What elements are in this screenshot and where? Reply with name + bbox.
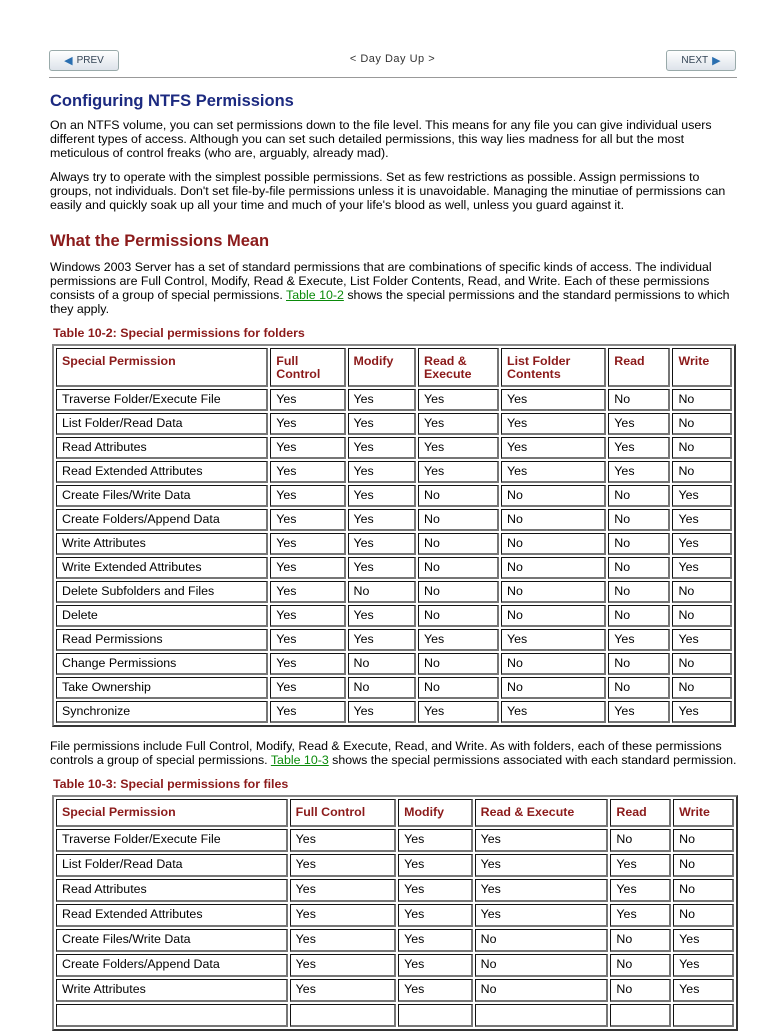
permission-name: Delete [56, 605, 268, 627]
permission-value: Yes [418, 461, 499, 483]
permission-value: Yes [270, 389, 345, 411]
permission-value: Yes [608, 701, 670, 723]
permission-value: Yes [348, 629, 417, 651]
table-row [56, 629, 732, 651]
permission-value: Yes [398, 929, 472, 952]
column-header: Read [608, 348, 670, 387]
permission-name: Delete Subfolders and Files [56, 581, 268, 603]
permission-value: Yes [348, 701, 417, 723]
permission-value: Yes [475, 854, 609, 877]
permission-value: No [673, 829, 734, 852]
table-row [56, 581, 732, 603]
permission-name: Create Folders/Append Data [56, 954, 288, 977]
table-row [56, 605, 732, 627]
permission-value: Yes [270, 677, 345, 699]
permission-name: Create Folders/Append Data [56, 509, 268, 531]
text: File permissions include Full Control, Modify, Read & Execute, Read, and Write. As with folders, each of these permissions controls a group of special permissions. [50, 739, 722, 767]
permission-value: Yes [475, 829, 609, 852]
permission-value: No [418, 533, 499, 555]
permission-value: No [501, 581, 606, 603]
permission-value: No [672, 389, 732, 411]
next-button[interactable] [666, 50, 736, 71]
permission-value: Yes [270, 581, 345, 603]
permission-value: No [673, 879, 734, 902]
table-row [56, 904, 734, 927]
permission-value: No [608, 557, 670, 579]
permission-value: Yes [398, 879, 472, 902]
permission-value: Yes [608, 629, 670, 651]
column-header: Special Permission [56, 348, 268, 387]
permission-value: No [501, 557, 606, 579]
permission-value: No [475, 954, 609, 977]
column-header: Read [610, 799, 671, 827]
permission-value: No [672, 605, 732, 627]
permission-value: Yes [348, 389, 417, 411]
permission-value: Yes [348, 485, 417, 507]
permission-value: Yes [673, 979, 734, 1002]
permission-value: No [610, 929, 671, 952]
paragraph [50, 260, 740, 316]
permission-value: No [610, 954, 671, 977]
permission-value: No [610, 829, 671, 852]
permission-value: Yes [672, 533, 732, 555]
permission-value: No [673, 904, 734, 927]
permission-name: Synchronize [56, 701, 268, 723]
section-heading: Configuring NTFS Permissions [50, 92, 294, 110]
permission-value: Yes [672, 557, 732, 579]
permission-value: Yes [418, 413, 499, 435]
permission-value: No [608, 677, 670, 699]
permission-value: Yes [501, 701, 606, 723]
permission-value: No [418, 653, 499, 675]
permission-name: Create Files/Write Data [56, 929, 288, 952]
divider [49, 77, 737, 78]
page-navigation [49, 50, 736, 72]
column-header: Full Control [290, 799, 396, 827]
permission-value: Yes [348, 605, 417, 627]
permission-value: Yes [418, 389, 499, 411]
permission-value: No [672, 413, 732, 435]
permission-value: Yes [270, 629, 345, 651]
table-row [56, 509, 732, 531]
file-permissions-table [52, 795, 738, 1031]
permission-value: Yes [290, 854, 396, 877]
permission-name: Read Extended Attributes [56, 904, 288, 927]
permission-value: Yes [270, 701, 345, 723]
permission-name: List Folder/Read Data [56, 413, 268, 435]
permission-value: Yes [475, 879, 609, 902]
table-row [56, 413, 732, 435]
permission-value: Yes [290, 979, 396, 1002]
column-header: Write [673, 799, 734, 827]
permission-value: Yes [673, 929, 734, 952]
permission-value: No [501, 485, 606, 507]
permission-value: Yes [348, 437, 417, 459]
permission-value: Yes [290, 954, 396, 977]
arrow-right-icon: ▶ [712, 55, 721, 67]
permission-value: Yes [270, 653, 345, 675]
permission-value: Yes [501, 629, 606, 651]
permission-value: Yes [398, 954, 472, 977]
permission-value: Yes [398, 979, 472, 1002]
permission-value: Yes [672, 701, 732, 723]
permission-value: Yes [418, 701, 499, 723]
permission-value: Yes [348, 509, 417, 531]
table-row [56, 437, 732, 459]
permission-value: Yes [348, 533, 417, 555]
permission-name: Read Attributes [56, 879, 288, 902]
permission-value: Yes [290, 904, 396, 927]
permission-value: No [501, 509, 606, 531]
permission-value: No [608, 533, 670, 555]
permission-value: No [418, 509, 499, 531]
permission-value: No [418, 581, 499, 603]
permission-name: Traverse Folder/Execute File [56, 829, 288, 852]
permission-value: No [501, 653, 606, 675]
permission-value: Yes [475, 904, 609, 927]
permission-value: No [348, 581, 417, 603]
table-row [56, 929, 734, 952]
permission-value: No [348, 677, 417, 699]
permission-value: Yes [270, 557, 345, 579]
permission-value: Yes [290, 879, 396, 902]
header-row [56, 348, 732, 387]
table-row [56, 653, 732, 675]
permission-value: Yes [348, 461, 417, 483]
table-row [56, 954, 734, 977]
permission-value: No [672, 461, 732, 483]
permission-value: Yes [610, 854, 671, 877]
permission-value: No [672, 653, 732, 675]
permission-value: No [608, 485, 670, 507]
permission-value: Yes [501, 437, 606, 459]
table-row [56, 854, 734, 877]
table-caption: Table 10-3: Special permissions for files [53, 777, 289, 791]
permission-value: No [418, 557, 499, 579]
permission-value: No [348, 653, 417, 675]
permission-value: Yes [270, 437, 345, 459]
table-row [56, 701, 732, 723]
content [50, 94, 740, 1031]
permission-value: No [673, 854, 734, 877]
permission-value: Yes [270, 413, 345, 435]
permission-name: Read Permissions [56, 629, 268, 651]
permission-value: Yes [610, 879, 671, 902]
permission-name: Write Attributes [56, 533, 268, 555]
permission-value: Yes [672, 485, 732, 507]
table-row [56, 533, 732, 555]
permission-value: Yes [501, 389, 606, 411]
permission-value: No [418, 677, 499, 699]
permission-value: No [418, 605, 499, 627]
permission-value: No [501, 533, 606, 555]
table-row [56, 829, 734, 852]
permission-value: Yes [608, 461, 670, 483]
permission-name: Create Files/Write Data [56, 485, 268, 507]
nav-title: < Day Day Up > [349, 53, 436, 65]
permission-name: Change Permissions [56, 653, 268, 675]
paragraph: On an NTFS volume, you can set permissions down to the file level. This means for any file you can give individual users different types of access. Although you can set such detailed permissions, this way lies madness for all but the most meticulous of control freaks (who are, arguably, already mad). [50, 118, 712, 160]
permission-value: No [608, 605, 670, 627]
permission-value: Yes [672, 629, 732, 651]
table-row [56, 389, 732, 411]
table-row [56, 461, 732, 483]
table-10-3-link[interactable]: Table 10-3 [270, 753, 329, 767]
permission-value: No [475, 979, 609, 1002]
text: shows the special permissions and the standard permissions to which they apply. [50, 288, 730, 316]
permission-value: Yes [348, 413, 417, 435]
text: Windows 2003 Server has a set of standard permissions that are combinations of specific kinds of access. The individual permissions are Full Control, Modify, Read & Execute, List Folder Contents, Read, and Write. Each of these permissions consists of a group of special permissions. [50, 260, 712, 302]
table-row [56, 879, 734, 902]
permission-value: Yes [348, 557, 417, 579]
subsection-heading: What the Permissions Mean [50, 232, 270, 250]
permission-name: Read Attributes [56, 437, 268, 459]
permission-value: No [501, 605, 606, 627]
permission-value: No [418, 485, 499, 507]
permission-value: No [608, 509, 670, 531]
permission-value: Yes [398, 854, 472, 877]
column-header: Read & Execute [418, 348, 499, 387]
permission-value: Yes [673, 954, 734, 977]
permission-value: No [475, 929, 609, 952]
permission-value: Yes [270, 509, 345, 531]
permission-name: Traverse Folder/Execute File [56, 389, 268, 411]
column-header: Full Control [270, 348, 345, 387]
permission-value: Yes [398, 904, 472, 927]
permission-value: No [672, 581, 732, 603]
permission-name: List Folder/Read Data [56, 854, 288, 877]
permission-value: Yes [418, 437, 499, 459]
paragraph: Always try to operate with the simplest possible permissions. Set as few restrictions as possible. Assign permissions to groups, not individuals. Don't set file-by-file permissions unless it is unavoidable. Managing the minutiae of permissions can easily and quickly soak up all your time and much of your life's blood as well, unless you guard against it. [50, 170, 726, 212]
permission-value: No [672, 437, 732, 459]
permission-value: Yes [290, 929, 396, 952]
permission-value: Yes [608, 437, 670, 459]
table-row [56, 557, 732, 579]
permission-value: Yes [270, 533, 345, 555]
column-header: Modify [398, 799, 472, 827]
table-row [56, 677, 732, 699]
paragraph [50, 739, 740, 767]
permission-value: No [501, 677, 606, 699]
next-label: NEXT [681, 55, 709, 66]
table-row [56, 979, 734, 1002]
permission-value: No [608, 653, 670, 675]
permission-value: No [672, 677, 732, 699]
column-header: Read & Execute [475, 799, 609, 827]
permission-name: Write Attributes [56, 979, 288, 1002]
column-header: Special Permission [56, 799, 288, 827]
permission-value: Yes [501, 461, 606, 483]
permission-value: Yes [270, 461, 345, 483]
permission-value: Yes [610, 904, 671, 927]
permission-value: No [608, 581, 670, 603]
table-10-2-link[interactable]: Table 10-2 [286, 288, 344, 302]
permission-value: Yes [270, 605, 345, 627]
column-header: List Folder Contents [501, 348, 606, 387]
text: shows the special permissions associated with each standard permission. [328, 753, 737, 767]
permission-value: Yes [672, 509, 732, 531]
column-header: Modify [348, 348, 417, 387]
permission-value: Yes [270, 485, 345, 507]
permission-value: Yes [501, 413, 606, 435]
header-row [56, 799, 734, 827]
permission-value: Yes [608, 413, 670, 435]
table-caption: Table 10-2: Special permissions for folders [53, 326, 305, 340]
permission-value: No [610, 979, 671, 1002]
permission-name: Read Extended Attributes [56, 461, 268, 483]
permission-value: No [608, 389, 670, 411]
permission-value: Yes [398, 829, 472, 852]
table-row [56, 485, 732, 507]
folder-permissions-table [52, 344, 736, 727]
arrow-left-icon: ◀ [64, 55, 73, 67]
permission-name: Write Extended Attributes [56, 557, 268, 579]
permission-name: Take Ownership [56, 677, 268, 699]
permission-value: Yes [290, 829, 396, 852]
column-header: Write [672, 348, 732, 387]
permission-value: Yes [418, 629, 499, 651]
prev-label: PREV [76, 55, 104, 66]
